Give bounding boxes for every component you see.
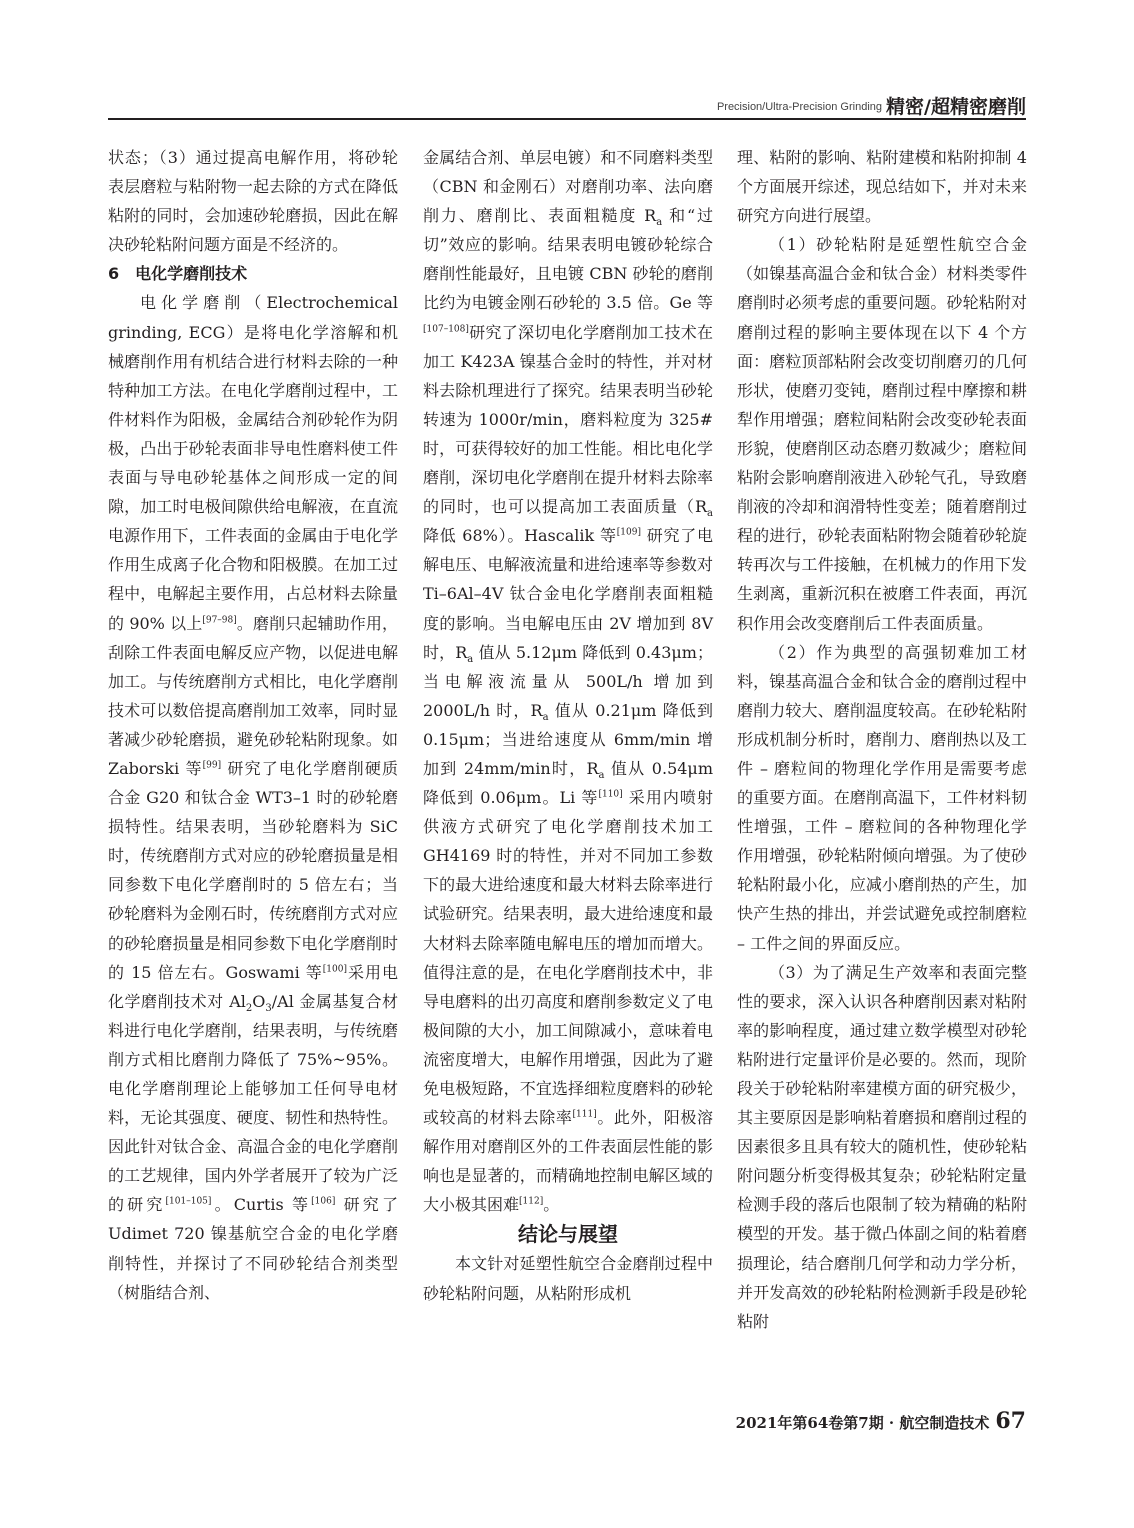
paragraph: 金属结合剂、单层电镀）和不同磨料类型（CBN 和金刚石）对磨削功率、法向磨削力、磨削比、表面粗糙度 $R_a$ 和“过切”效应的影响。结果表明电镀砂轮综合磨削性能最好，且电镀 CBN 砂轮的磨削比约为电镀金刚石砂轮的 3.5 倍。Ge 等[107–108]研究了深切电化学磨削加工技术在加工 K423A 镍基合金时的特性，并对材料去除机理进行了探究。结果表明当砂轮转速为 1000r/min，磨料粒度为 325# 时，可获得较好的加工性能。相比电化学磨削，深切电化学磨削在提升材料去除率的同时，也可以提高加工表面质量（$R_a$ 降低 68%）。Hascalik 等[109] 研究了电解电压、电解液流量和进给速率等参数对 Ti–6Al–4V 钛合金电化学磨削表面粗糙度的影响。当电解电压由 2V 增加到 8V 时，$R_a$ 值从 5.12μm 降低到 0.43μm；当电解液流量从 500L/h 增加到 2000L/h 时，$R_a$ 值从 0.21μm 降低到 0.15μm；当进给速度从 6mm/min 增加到 24mm/min时，$R_a$ 值从 0.54μm 降低到 0.06μm。Li 等[110] 采用内喷射供液方式研究了电化学磨削技术加工 GH4169 时的特性，并对不同加工参数下的最大进给速度和最大材料去除率进行试验研究。结果表明，最大进给速度和最大材料去除率随电解电压的增加而增大。值得注意的是，在电化学磨削技术中，非导电磨料的出刃高度和磨削参数定义了电极间隙的大小，加工间隙减小，意味着电流密度增大，电解作用增强，因此为了避免电极短路，不宜选择细粒度磨料的砂轮或较高的材料去除率[111]。此外，阳极溶解作用对磨削区外的工件表面层性能的影响也是显著的，而精确地控制电解区域的大小极其困难[112]。 <box>423 148 713 1215</box>
column-2 <box>423 143 713 1308</box>
column-1 <box>108 143 398 1307</box>
citation: [110] <box>598 789 623 800</box>
paragraph: （3）为了满足生产效率和表面完整性的要求，深入认识各种磨削因素对粘附率的影响程度，通过建立数学模型对砂轮粘附进行定量评价是必要的。然而，现阶段关于砂轮粘附率建模方面的研究极少，其主要原因是影响粘着磨损和磨削过程的因素很多且具有较大的随机性，使砂轮粘附问题分析变得极其复杂；砂轮粘附定量检测手段的落后也限制了较为精确的粘附模型的开发。基于微凸体副之间的粘着磨损理论，结合磨削几何学和动力学分析，并开发高效的砂轮粘附检测新手段是砂轮粘附 <box>737 962 1027 1331</box>
section-heading-6: 6 电化学磨削技术 <box>108 264 248 284</box>
citation: [106] <box>311 1197 336 1208</box>
paragraph: 本文针对延塑性航空合金磨削过程中砂轮粘附问题，从粘附形成机 <box>423 1254 713 1303</box>
paragraph: （1）砂轮粘附是延塑性航空合金（如镍基高温合金和钛合金）材料类零件磨削时必须考虑的重要问题。砂轮粘附对磨削过程的影响主要体现在以下 4 个方面：磨粒顶部粘附会改变切削磨刃的几何形状，使磨刃变钝，磨削过程中摩擦和耕犁作用增强；磨粒间粘附会改变砂轮表面形貌，使磨削区动态磨刃数减少；磨粒间粘附会影响磨削液进入砂轮气孔，导致磨削液的冷却和润滑特性变差；随着磨削过程的进行，砂轮表面粘附物会随着砂轮旋转再次与工件接触，在机械力的作用下发生剥离，重新沉积在被磨工件表面，再沉积作用会改变磨削后工件表面质量。 <box>737 235 1027 633</box>
citation: [112] <box>519 1197 544 1208</box>
paragraph: 电化学磨削（Electrochemical grinding, ECG）是将电化学溶解和机械磨削作用有机结合进行材料去除的一种特种加工方法。在电化学磨削过程中，工件材料作为阳极，金属结合剂砂轮作为阴极，凸出于砂轮表面非导电性磨料使工件表面与导电砂轮基体之间形成一定的间隙，加工时电极间隙供给电解液，在直流电源作用下，工件表面的金属由于电化学作用生成离子化合物和阳极膜。在加工过程中，电解起主要作用，占总材料去除量的 90% 以上[97–98]。磨削只起辅助作用，刮除工件表面电解反应产物，以促进电解加工。与传统磨削方式相比，电化学磨削技术可以数倍提高磨削加工效率，同时显著减少砂轮磨损，避免砂轮粘附现象。如 Zaborski 等[99] 研究了电化学磨削硬质合金 G20 和钛合金 WT3–1 时的砂轮磨损特性。结果表明，当砂轮磨料为 SiC 时，传统磨削方式对应的砂轮磨损量是相同参数下电化学磨削时的 5 倍左右；当砂轮磨料为金刚石时，传统磨削方式对应的砂轮磨损量是相同参数下电化学磨削时的 15 倍左右。Goswami 等[100]采用电化学磨削技术对 $Al_2O_3/Al$ 金属基复合材料进行电化学磨削，结果表明，与传统磨削方式相比磨削力降低了 75%~95%。电化学磨削理论上能够加工任何导电材料，无论其强度、硬度、韧性和热特性。因此针对钛合金、高温合金的电化学磨削的工艺规律，国内外学者展开了较为广泛的研究[101–105]。Curtis 等[106] 研究了 Udimet 720 镍基航空合金的电化学磨削特性，并探讨了不同砂轮结合剂类型（树脂结合剂、 <box>108 293 398 1302</box>
conclusion-heading: 结论与展望 <box>518 1222 618 1247</box>
journal-issue: 2021年第64卷第7期 · 航空制造技术 <box>735 1414 990 1432</box>
page-number: 67 <box>995 1408 1026 1434</box>
paragraph: 状态；（3）通过提高电解作用，将砂轮表层磨粒与粘附物一起去除的方式在降低粘附的同时，会加速砂轮磨损，因此在解决砂轮粘附问题方面是不经济的。 <box>108 148 398 255</box>
citation: [97–98] <box>202 615 237 626</box>
citation: [100] <box>322 964 347 975</box>
paragraph: （2）作为典型的高强韧难加工材料，镍基高温合金和钛合金的磨削过程中磨削力较大、磨削温度较高。在砂轮粘附形成机制分析时，磨削力、磨削热以及工件 – 磨粒间的物理化学作用是需要考虑的重要方面。在磨削高温下，工件材料韧性增强，工件 – 磨粒间的各种物理化学作用增强，砂轮粘附倾向增强。为了使砂轮粘附最小化，应减小磨削热的产生，加快产生热的排出，并尝试避免或控制磨粒 – 工件之间的界面反应。 <box>737 642 1027 953</box>
running-header-en: Precision/Ultra-Precision Grinding <box>716 101 882 113</box>
citation: [101–105] <box>165 1197 212 1208</box>
citation: [111] <box>572 1109 597 1120</box>
running-header-cn: 精密/超精密磨削 <box>886 96 1026 118</box>
paragraph: 理、粘附的影响、粘附建模和粘附抑制 4 个方面展开综述，现总结如下，并对未来研究方向进行展望。 <box>737 148 1027 226</box>
citation: [99] <box>202 760 222 771</box>
citation: [107–108] <box>423 324 469 335</box>
column-3 <box>737 143 1027 1336</box>
citation: [109] <box>616 527 641 538</box>
page-footer <box>736 1408 1026 1434</box>
